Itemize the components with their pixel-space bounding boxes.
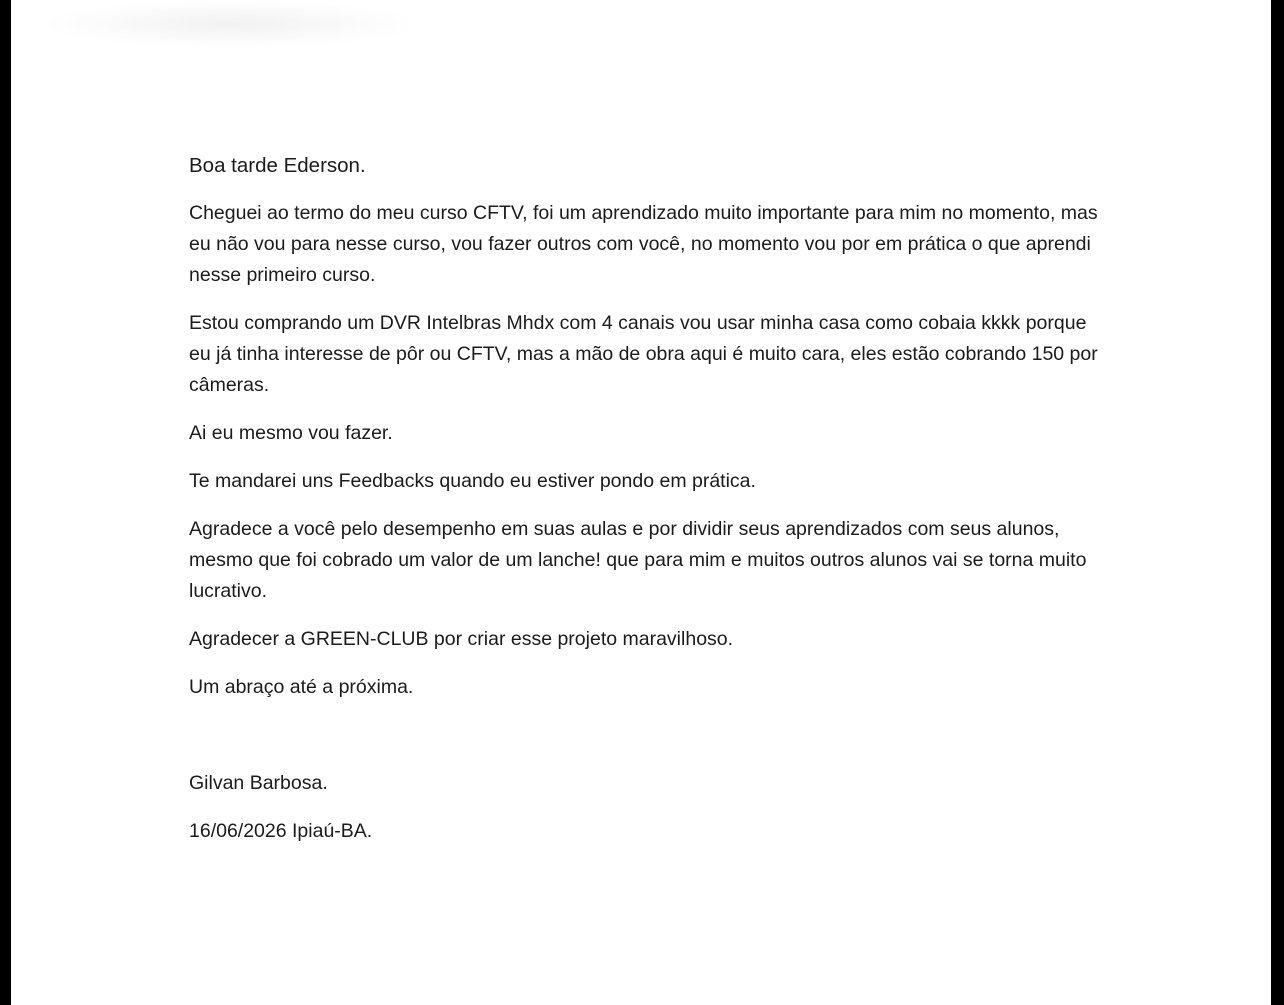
photo-glare: [41, 0, 421, 48]
letter-signature: Gilvan Barbosa.: [189, 772, 328, 794]
signature-spacer: [189, 720, 1099, 768]
letter-paragraph: Agradecer a GREEN-CLUB por criar esse projeto maravilhoso.: [189, 628, 734, 650]
letter-greeting: Boa tarde Ederson.: [189, 154, 366, 177]
letter-date-place: 16/06/2026 Ipiaú-BA.: [189, 820, 373, 842]
letter-paragraph: Cheguei ao termo do meu curso CFTV, foi um aprendizado muito importante para mim no momento, mas eu não vou para nesse curso, vou fazer outros com você, no momento vou por em prática o que aprendi nesse primeiro curso.: [189, 202, 1098, 286]
letter-paragraph: Agradece a você pelo desempenho em suas aulas e por dividir seus aprendizados com seus alunos, mesmo que foi cobrado um valor de um lanche! que para mim e muitos outros alunos vai se torna muito lucrativo.: [189, 518, 1087, 602]
letter-body: [189, 150, 1099, 864]
letter-paragraph: Estou comprando um DVR Intelbras Mhdx com 4 canais vou usar minha casa como cobaia kkkk porque eu já tinha interesse de pôr ou CFTV, mas a mão de obra aqui é muito cara, eles estão cobrando 150 por câmeras.: [189, 312, 1098, 396]
letter-paragraph: Te mandarei uns Feedbacks quando eu estiver pondo em prática.: [189, 470, 756, 492]
letter-closing: Um abraço até a próxima.: [189, 676, 414, 698]
letter-paragraph: Ai eu mesmo vou fazer.: [189, 422, 393, 444]
document-page: [11, 0, 1271, 1005]
